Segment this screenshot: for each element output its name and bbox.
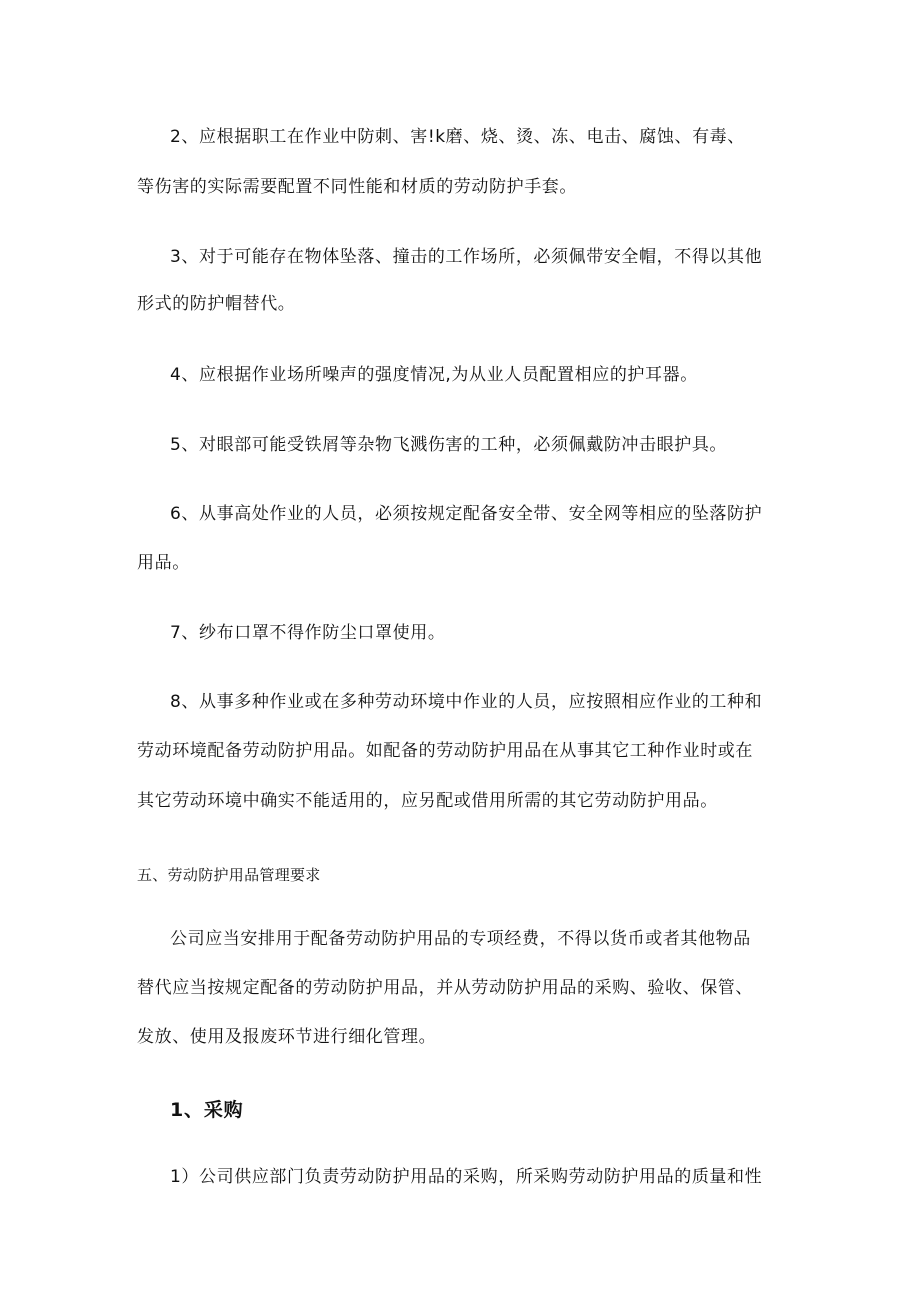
item-8-line-1: 8、从事多种作业或在多种劳动环境中作业的人员，应按照相应作业的工种和 <box>170 692 763 712</box>
item-6-line-2: 用品。 <box>137 553 190 573</box>
item-4-line-1: 4、应根据作业场所噪声的强度情况,为从业人员配置相应的护耳器。 <box>170 365 698 385</box>
item-8-line-3: 其它劳动环境中确实不能适用的，应另配或借用所需的其它劳动防护用品。 <box>137 791 718 811</box>
item-2-line-2: 等伤害的实际需要配置不同性能和材质的劳动防护手套。 <box>137 177 577 197</box>
item-7-line-1: 7、纱布口罩不得作防尘口罩使用。 <box>170 623 446 643</box>
item-5-line-1: 5、对眼部可能受铁屑等杂物飞溅伤害的工种，必须佩戴防冲击眼护具。 <box>170 435 728 455</box>
item-3-line-1: 3、对于可能存在物体坠落、撞击的工作场所，必须佩带安全帽，不得以其他 <box>170 247 763 267</box>
procurement-item-1-line-1: 1）公司供应部门负责劳动防护用品的采购，所采购劳动防护用品的质量和性 <box>170 1167 763 1187</box>
section-five-para-line-3: 发放、使用及报废环节进行细化管理。 <box>137 1027 437 1047</box>
section-five-heading: 五、劳动防护用品管理要求 <box>137 866 321 884</box>
section-five-para-line-2: 替代应当按规定配备的劳动防护用品，并从劳动防护用品的采购、验收、保管、 <box>137 978 753 998</box>
procurement-heading: 1、采购 <box>170 1099 244 1121</box>
item-6-line-1: 6、从事高处作业的人员，必须按规定配备安全带、安全网等相应的坠落防护 <box>170 504 763 524</box>
item-8-line-2: 劳动环境配备劳动防护用品。如配备的劳动防护用品在从事其它工种作业时或在 <box>137 741 753 761</box>
item-2-line-1: 2、应根据职工在作业中防刺、害!k磨、烧、烫、冻、电击、腐蚀、有毒、 <box>170 127 745 147</box>
section-five-para-line-1: 公司应当安排用于配备劳动防护用品的专项经费，不得以货币或者其他物品 <box>170 929 751 949</box>
item-3-line-2: 形式的防护帽替代。 <box>137 294 296 314</box>
